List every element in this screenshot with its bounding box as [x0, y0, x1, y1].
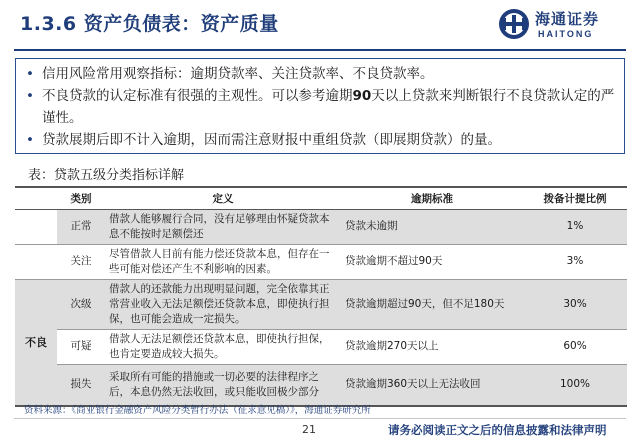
header-overdue: 逾期标准: [341, 187, 523, 209]
bullet-text: 不良贷款的认定标准有很强的主观性。可以参考逾期: [42, 88, 353, 104]
header-group: [15, 187, 57, 209]
header-ratio: 拨备计提比例: [523, 187, 627, 209]
bullet-bold-number: 90: [352, 88, 372, 104]
category-cell: 关注: [57, 244, 105, 279]
overdue-cell: 贷款未逾期: [341, 209, 523, 244]
category-cell: 正常: [57, 209, 105, 244]
group-cell-empty: [15, 244, 57, 279]
group-cell-empty: [15, 209, 57, 244]
page-title: 1.3.6 资产负债表：资产质量: [20, 13, 279, 35]
overdue-cell: 贷款逾期超过90天，但不足180天: [341, 279, 523, 329]
table-caption: 表：贷款五级分类指标详解: [28, 168, 185, 183]
definition-cell: 尽管借款人目前有能力偿还贷款本息，但存在一些可能对偿还产生不利影响的因素。: [105, 244, 341, 279]
source-note: 资料来源：《商业银行金融资产风险分类暂行办法（征求意见稿）》，海通证券研究所: [24, 405, 371, 416]
bullet-item: [26, 63, 616, 85]
definition-cell: 借款人的还款能力出现明显问题，完全依靠其正常营业收入无法足额偿还贷款本息，即使执行担保，也可能会造成一定损失。: [105, 279, 341, 329]
haitong-logo-icon: [498, 8, 530, 40]
header-category: 类别: [57, 187, 105, 209]
ratio-cell: 60%: [523, 329, 627, 364]
slide-header: [0, 0, 640, 46]
bullet-icon: •: [26, 132, 34, 148]
category-cell: 次级: [57, 279, 105, 329]
definition-cell: 采取所有可能的措施或一切必要的法律程序之后，本息仍然无法收回，或只能收回极少部分: [105, 364, 341, 406]
loan-classification-table: [15, 186, 627, 407]
footer-divider: [14, 418, 626, 419]
table-row: [15, 279, 627, 329]
table-row: [15, 329, 627, 364]
overdue-cell: 贷款逾期270天以上: [341, 329, 523, 364]
bullet-text: 贷款展期后即不计入逾期，因而需注意财报中重组贷款（即展期贷款）的量。: [42, 132, 501, 148]
bullet-icon: •: [26, 88, 34, 104]
ratio-cell: 30%: [523, 279, 627, 329]
table-row: [15, 244, 627, 279]
table-row: [15, 364, 627, 406]
table-header-row: [15, 187, 627, 209]
key-points-box: [15, 58, 625, 154]
bullet-text: 信用风险常用观察指标：逾期贷款率、关注贷款率、不良贷款率。: [42, 66, 434, 82]
overdue-cell: 贷款逾期360天以上无法收回: [341, 364, 523, 406]
overdue-cell: 贷款逾期不超过90天: [341, 244, 523, 279]
header-definition: 定义: [105, 187, 341, 209]
page-number: 21: [302, 423, 316, 436]
ratio-cell: 100%: [523, 364, 627, 406]
category-cell: 可疑: [57, 329, 105, 364]
bullet-text: 天以上贷款来判断银行不良贷款认定的严谨性。: [42, 88, 615, 126]
disclaimer-text: 请务必阅读正文之后的信息披露和法律声明: [388, 423, 607, 437]
header-divider: [14, 49, 626, 51]
ratio-cell: 1%: [523, 209, 627, 244]
logo-chinese-text: 海通证券: [535, 10, 600, 28]
table-row: [15, 209, 627, 244]
ratio-cell: 3%: [523, 244, 627, 279]
category-cell: 损失: [57, 364, 105, 406]
definition-cell: 借款人无法足额偿还贷款本息，即使执行担保，也肯定要造成较大损失。: [105, 329, 341, 364]
bullet-item: [26, 85, 616, 129]
bullet-item: [26, 129, 616, 151]
logo-english-text: HAITONG: [538, 29, 594, 39]
bullet-icon: •: [26, 66, 34, 82]
haitong-logo: [498, 8, 630, 42]
npl-group-label: 不良: [15, 279, 57, 406]
definition-cell: 借款人能够履行合同，没有足够理由怀疑贷款本息不能按时足额偿还: [105, 209, 341, 244]
